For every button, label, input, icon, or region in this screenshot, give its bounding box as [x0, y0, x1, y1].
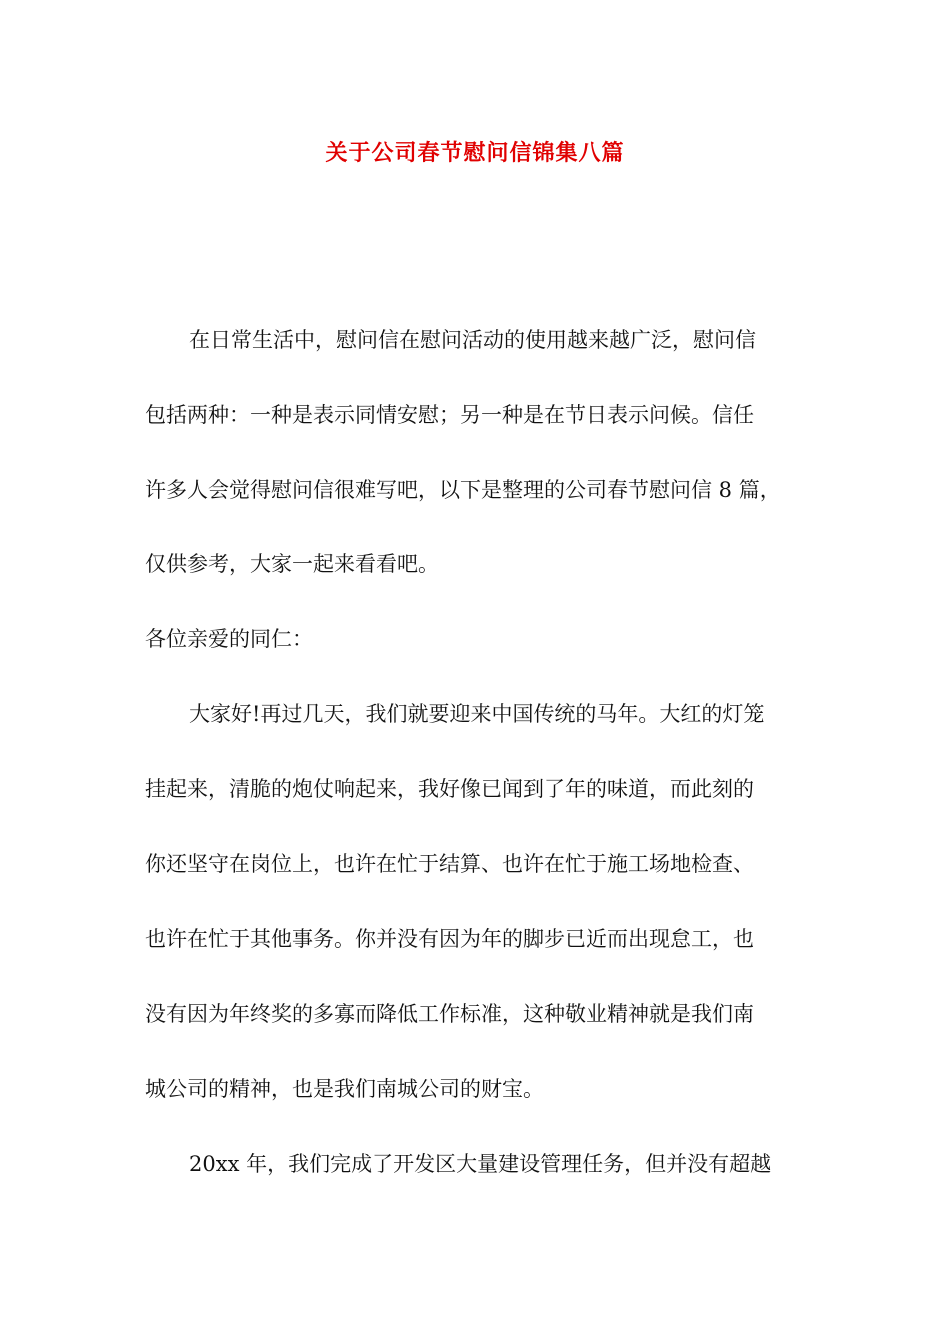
paragraph-line: 包括两种：一种是表示同情安慰；另一种是在节日表示问候。信任: [145, 403, 754, 427]
paragraph-line: 许多人会觉得慰问信很难写吧，以下是整理的公司春节慰问信 8 篇，: [145, 478, 781, 502]
document-title: 关于公司春节慰问信锦集八篇: [325, 141, 625, 166]
paragraph-line: 20xx 年，我们完成了开发区大量建设管理任务，但并没有超越: [189, 1152, 772, 1176]
paragraph-line: 在日常生活中，慰问信在慰问活动的使用越来越广泛，慰问信: [189, 328, 756, 352]
paragraph-line: 没有因为年终奖的多寡而降低工作标准，这种敬业精神就是我们南: [145, 1002, 754, 1026]
paragraph-line: 仅供参考，大家一起来看看吧。: [145, 552, 439, 576]
paragraph-line: 城公司的精神，也是我们南城公司的财宝。: [145, 1077, 544, 1101]
paragraph-line: 你还坚守在岗位上，也许在忙于结算、也许在忙于施工场地检查、: [145, 852, 754, 876]
paragraph-line: 也许在忙于其他事务。你并没有因为年的脚步已近而出现怠工，也: [145, 927, 754, 951]
paragraph-line: 挂起来，清脆的炮仗响起来，我好像已闻到了年的味道，而此刻的: [145, 777, 754, 801]
salutation-line: 各位亲爱的同仁：: [145, 627, 313, 651]
paragraph-line: 大家好!再过几天，我们就要迎来中国传统的马年。大红的灯笼: [189, 702, 765, 726]
